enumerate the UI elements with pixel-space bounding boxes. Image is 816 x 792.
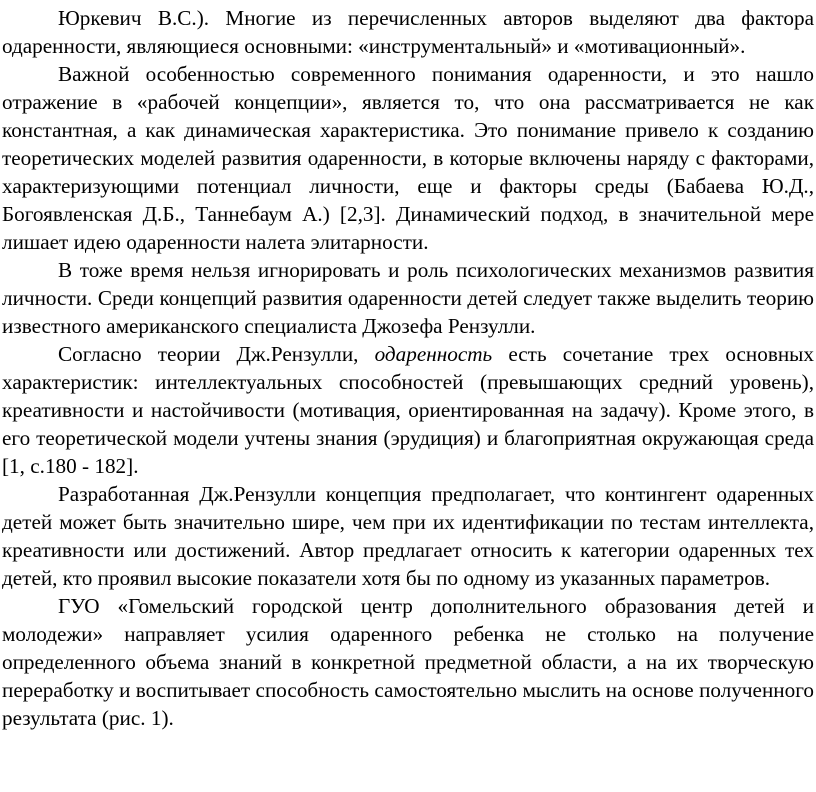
paragraph-2: Важной особенностью современного понимания одаренности, и это нашло отражение в «рабочей концепции», является то, что она рассматривается не как константная, а как динамическая характеристика. Это понимание привело к созданию теоретических моделей развития одаренности, в которые включены наряду с факторами, характеризующими потенциал личности, еще и факторы среды (Бабаева Ю.Д., Богоявленская Д.Б., Таннебаум А.) [2,3]. Динамический подход, в значительной мере лишает идею одаренности налета элитарности. [2,62,814,254]
emphasis-term: одаренность [374,342,493,366]
paragraph-4-start: Согласно теории Дж.Рензулли, [58,342,375,366]
paragraph-5: Разработанная Дж.Рензулли концепция предполагает, что контингент одаренных детей может быть значительно шире, чем при их идентификации по тестам интеллекта, креативности или достижений. Автор предлагает относить к категории одаренных тех детей, кто проявил высокие показатели хотя бы по одному из указанных параметров. [2,482,814,590]
paragraph-6: ГУО «Гомельский городской центр дополнительного образования детей и молодежи» направляет усилия одаренного ребенка не столько на получение определенного объема знаний в конкретной предметной области, а на их творческую переработку и воспитывает способность самостоятельно мыслить на основе полученного результата (рис. 1). [2,594,814,730]
paragraph-3: В тоже время нельзя игнорировать и роль психологических механизмов развития личности. Среди концепций развития одаренности детей следует также выделить теорию известного американского специалиста Джозефа Рензулли. [2,258,814,338]
paragraph-4-rest: есть сочетание трех основных характеристик: интеллектуальных способностей (превышающих средний уровень), креативности и настойчивости (мотивация, ориентированная на задачу). Кроме этого, в его теоретической модели учтены знания (эрудиция) и благоприятная окружающая среда [1, с.180 - 182]. [2,342,814,478]
paragraph-4 [2,340,814,480]
paragraph-1: Юркевич В.С.). Многие из перечисленных авторов выделяют два фактора одаренности, являющиеся основными: «инструментальный» и «мотивационный». [2,6,814,58]
